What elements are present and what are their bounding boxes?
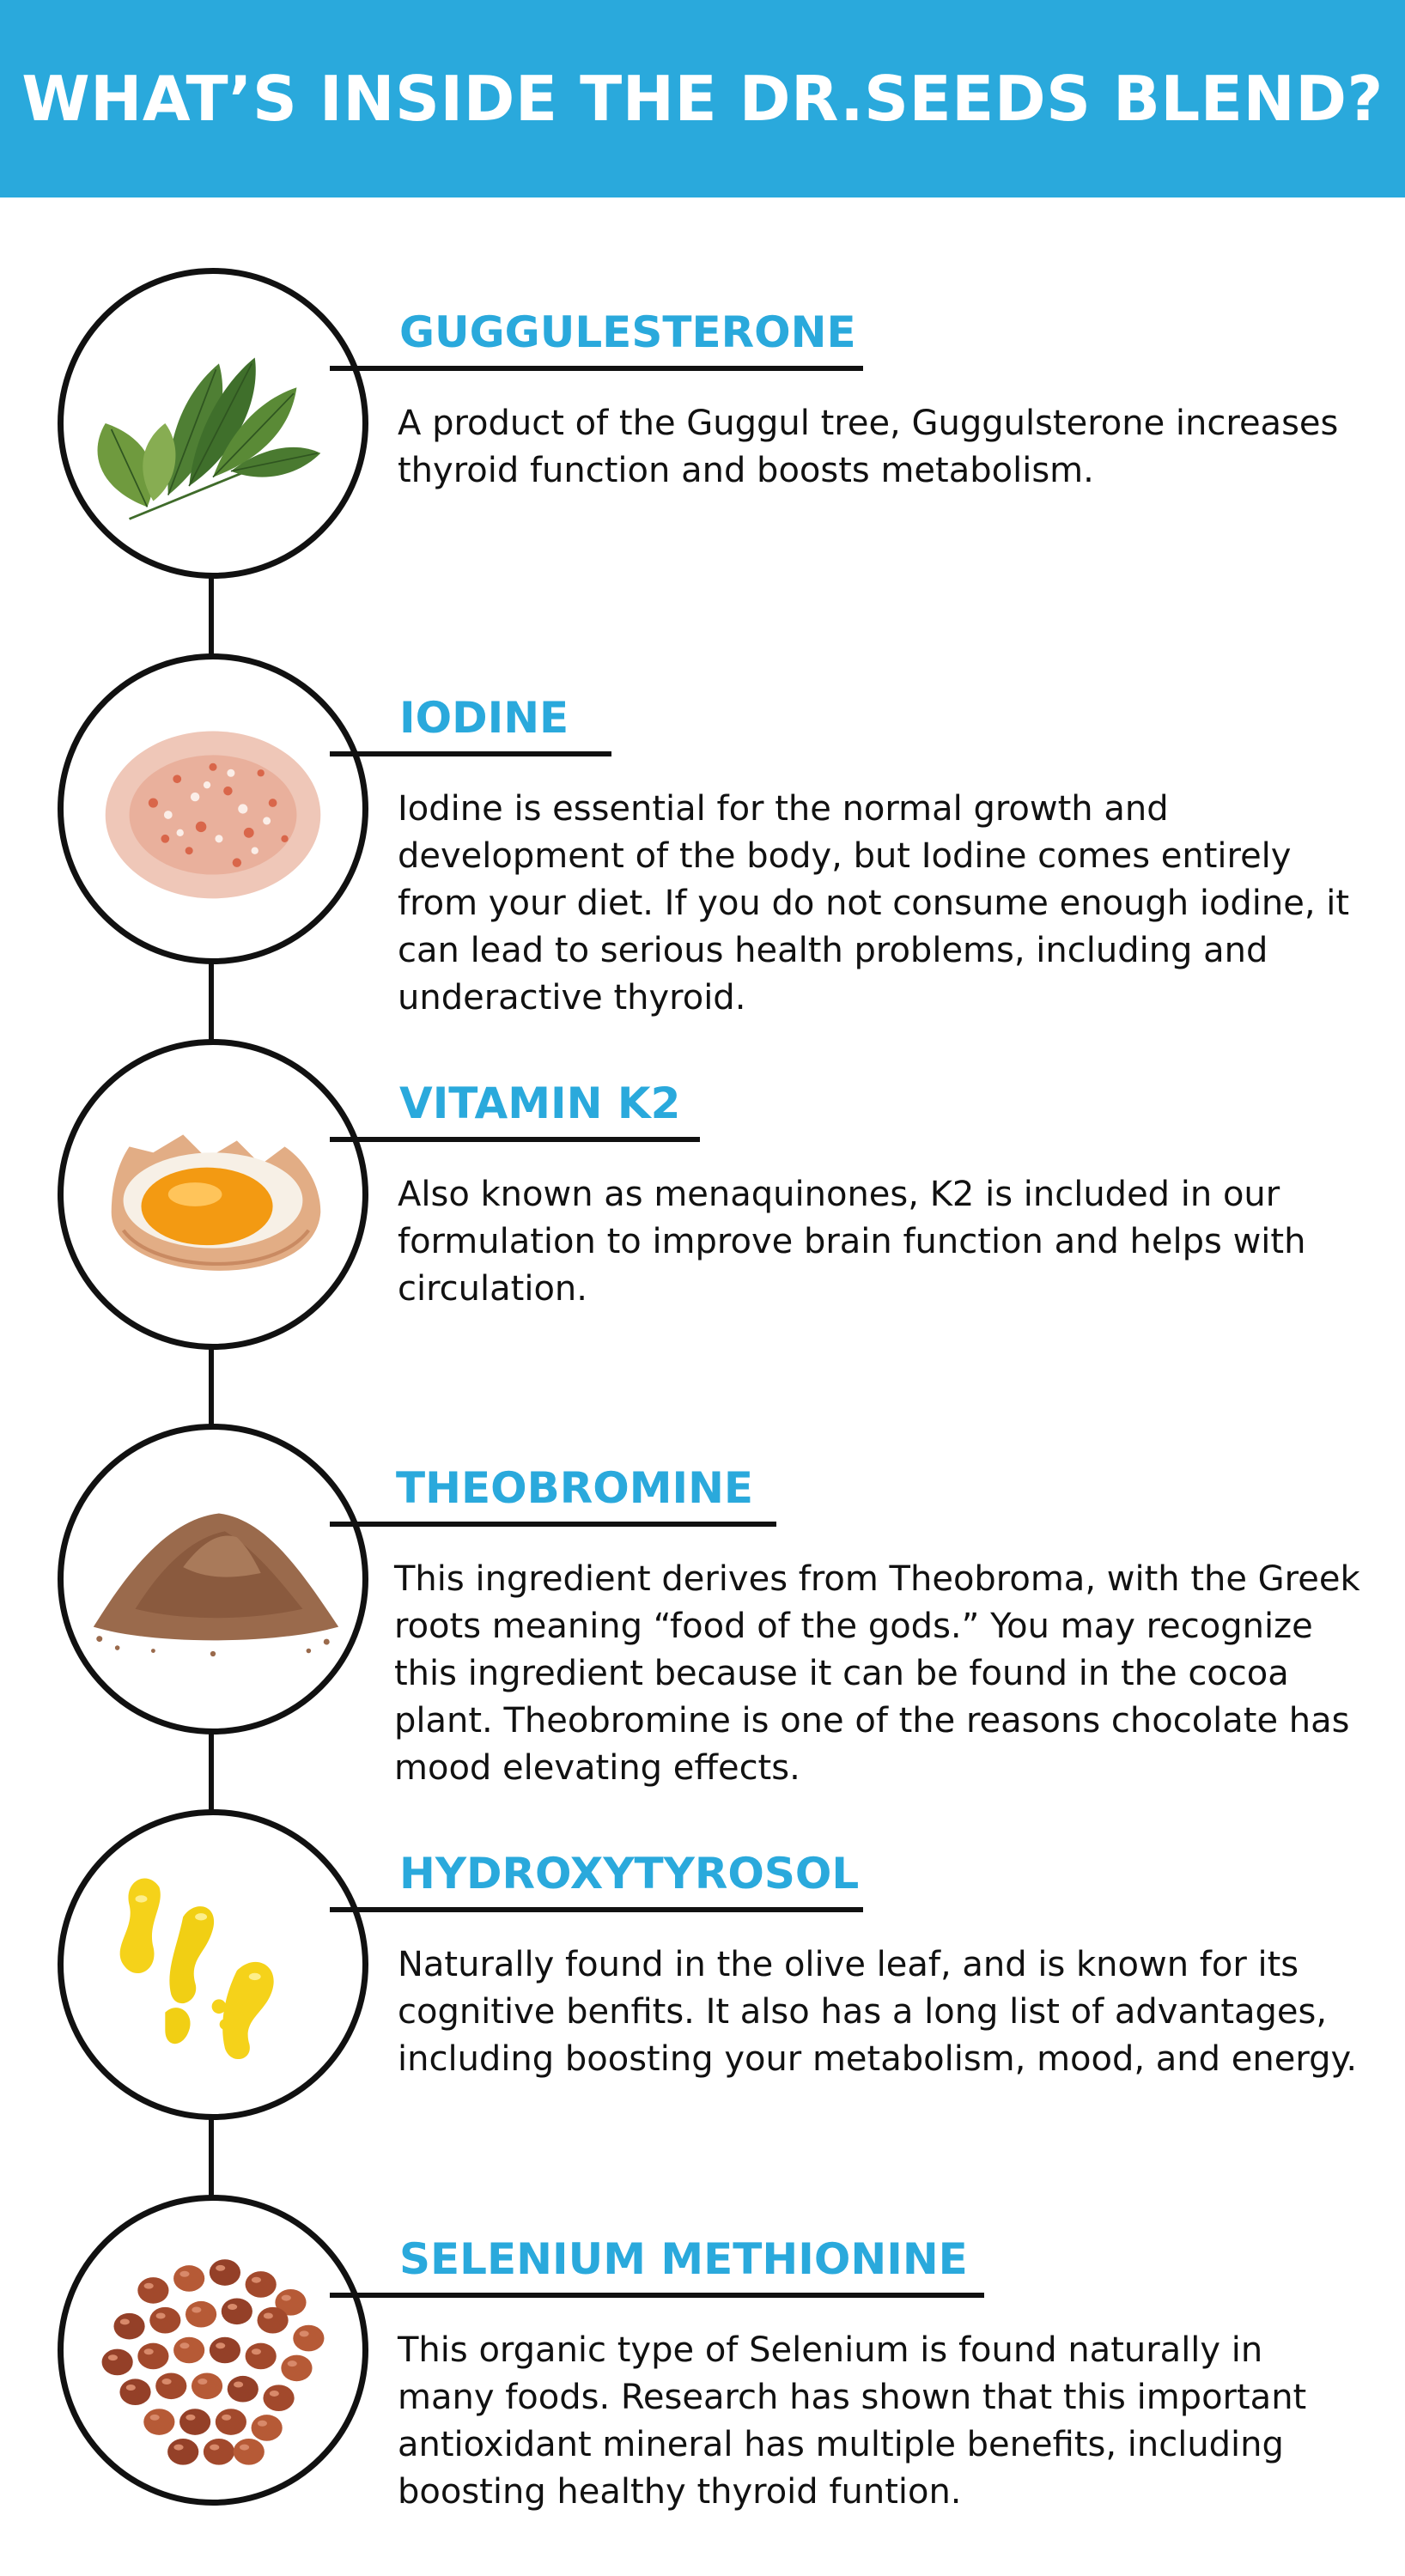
hazelnut <box>179 2409 210 2435</box>
hazelnut <box>143 2409 174 2435</box>
hazelnut <box>216 2409 246 2435</box>
hazelnut-highlight <box>282 2295 291 2301</box>
ingredient-description: This organic type of Selenium is found naturally in many foods. Research has shown that this important antioxidant mineral has multiple benefits, including boosting healthy thyroid funtion. <box>398 2330 1307 2512</box>
hazelnut-highlight <box>234 2382 243 2388</box>
hazelnut <box>155 2372 186 2399</box>
hazelnut <box>210 2259 240 2286</box>
hazelnut-highlight <box>150 2415 160 2421</box>
title-underline <box>330 2293 984 2298</box>
hazelnut <box>186 2301 216 2328</box>
ingredient-title: HYDROXYTYROSOL <box>399 1849 860 1899</box>
hazelnut-highlight <box>173 2445 183 2451</box>
hazelnut <box>137 2343 168 2370</box>
hazelnut <box>263 2385 294 2411</box>
hazelnut <box>119 2379 150 2405</box>
cocoa-powder-image <box>58 1424 368 1735</box>
ingredient-description: A product of the Guggul tree, Guggulsterone increases thyroid function and boosts metabolism. <box>398 404 1339 490</box>
hazelnut <box>149 2307 180 2334</box>
ingredient-title: IODINE <box>399 693 569 743</box>
ingredient-title: THEOBROMINE <box>396 1463 754 1513</box>
hazelnut-highlight <box>108 2354 118 2360</box>
hazelnut <box>167 2439 198 2465</box>
hazelnut <box>258 2307 289 2334</box>
hazelnut <box>246 2343 277 2370</box>
hazelnut-highlight <box>179 2342 189 2348</box>
title-underline <box>330 1137 700 1142</box>
pink-salt-crystals-image <box>58 653 368 964</box>
hazelnut-highlight <box>144 2283 154 2289</box>
ingredient-title: VITAMIN K2 <box>399 1078 681 1128</box>
hazelnut-highlight <box>120 2318 130 2324</box>
hazelnut <box>173 2337 204 2364</box>
hazelnut <box>228 2376 258 2403</box>
hazelnut-highlight <box>228 2304 237 2310</box>
hazelnut-highlight <box>288 2360 297 2366</box>
hazelnut-highlight <box>270 2391 279 2397</box>
hazelnut-highlight <box>126 2385 136 2391</box>
hazelnut-highlight <box>192 2307 201 2313</box>
cracked-egg-yolk-image <box>58 1039 368 1350</box>
hazelnuts-image <box>58 2195 368 2506</box>
hazelnut-highlight <box>156 2313 166 2319</box>
hazelnut-highlight <box>210 2445 219 2451</box>
bay-leaves-image <box>58 268 368 579</box>
hazelnut <box>192 2372 222 2399</box>
title-underline <box>330 366 863 371</box>
ingredient-title: SELENIUM METHIONINE <box>399 2234 968 2284</box>
hazelnut-highlight <box>300 2330 309 2336</box>
hazelnut-highlight <box>222 2415 231 2421</box>
hazelnut-highlight <box>144 2348 154 2354</box>
hazelnut <box>246 2271 277 2298</box>
hazelnut <box>113 2313 144 2340</box>
hazelnut <box>204 2439 234 2465</box>
hazelnut-highlight <box>216 2342 225 2348</box>
ingredient-description: Also known as menaquinones, K2 is included in our formulation to improve brain function and helps with circulation. <box>398 1175 1306 1309</box>
hazelnut <box>173 2265 204 2292</box>
header-banner <box>0 0 1405 197</box>
hazelnut-highlight <box>198 2379 207 2385</box>
page-title: WHAT’S INSIDE THE DR.SEEDS BLEND? <box>21 63 1384 135</box>
title-underline <box>330 1907 863 1912</box>
hazelnut-highlight <box>264 2313 273 2319</box>
hazelnut <box>222 2298 252 2324</box>
ingredient-description: Iodine is essential for the normal growth and development of the body, but Iodine comes entirely from your diet. If you do not consume enough iodine, it can lead to serious health problems, including and underactive thyroid. <box>398 789 1350 1018</box>
hazelnut-highlight <box>161 2379 171 2385</box>
hazelnut-highlight <box>258 2421 267 2427</box>
hazelnut <box>137 2277 168 2304</box>
hazelnut <box>281 2355 312 2382</box>
ingredient-title: GUGGULESTERONE <box>399 307 856 357</box>
hazelnut-highlight <box>179 2271 189 2277</box>
title-underline <box>330 751 611 756</box>
hazelnut-highlight <box>252 2348 261 2354</box>
hazelnut <box>252 2415 283 2441</box>
hazelnut-highlight <box>252 2277 261 2283</box>
ingredient-description: Naturally found in the olive leaf, and is known for its cognitive benfits. It also has a long list of advantages, including boosting your metabolism, mood, and energy. <box>398 1945 1358 2079</box>
olive-oil-drops-image <box>58 1809 368 2120</box>
title-underline <box>330 1522 776 1527</box>
hazelnut-highlight <box>240 2445 249 2451</box>
hazelnut <box>210 2337 240 2364</box>
hazelnut-highlight <box>186 2415 195 2421</box>
ingredient-description: This ingredient derives from Theobroma, with the Greek roots meaning “food of the gods.” You may recognize this ingredient because it can be found in the cocoa plant. Theobromine is one of the reasons chocolate has mood elevating effects. <box>394 1559 1360 1788</box>
hazelnut-highlight <box>216 2265 225 2271</box>
hazelnut <box>234 2439 265 2465</box>
hazelnut <box>293 2325 324 2352</box>
hazelnut <box>102 2349 133 2376</box>
